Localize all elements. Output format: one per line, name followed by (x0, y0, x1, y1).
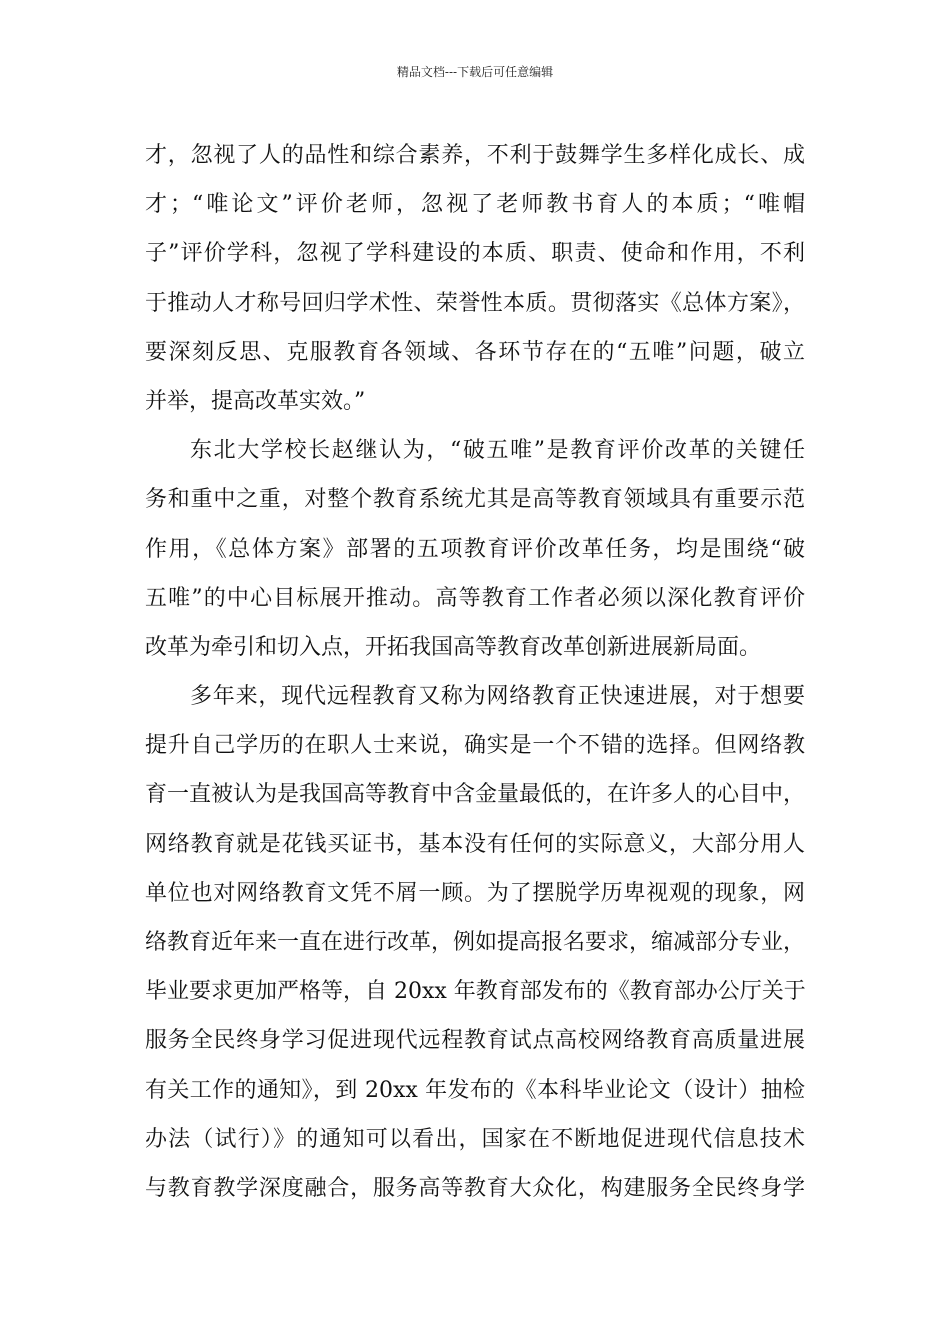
text-line: 有关工作的通知》，到 20xx 年发布的《本科毕业论文（设计）抽检 (145, 1077, 805, 1103)
text-line: 单位也对网络教育文凭不屑一顾。为了摆脱学历卑视观的现象，网 (145, 880, 805, 906)
text-line: 并举，提高改革实效。” (145, 388, 366, 414)
paragraph (145, 672, 805, 1213)
text-line: 改革为牵引和切入点，开拓我国高等教育改革创新进展新局面。 (145, 634, 762, 660)
text-line: 育一直被认为是我国高等教育中含金量最低的，在许多人的心目中， (145, 782, 806, 808)
text-line: 办法（试行）》的通知可以看出，国家在不断地促进现代信息技术 (145, 1126, 805, 1152)
text-line: 于推动人才称号回归学术性、荣誉性本质。贯彻落实《总体方案》， (145, 290, 805, 316)
text-line: 才；“唯论文”评价老师，忽视了老师教书育人的本质；“唯帽 (145, 192, 805, 218)
text-line: 才，忽视了人的品性和综合素养，不利于鼓舞学生多样化成长、成 (145, 143, 805, 168)
text-line: 多年来，现代远程教育又称为网络教育正快速进展，对于想要 (190, 684, 805, 710)
text-line: 东北大学校长赵继认为，“破五唯”是教育评价改革的关键任 (190, 438, 805, 464)
text-line: 务和重中之重，对整个教育系统尤其是高等教育领域具有重要示范 (145, 487, 805, 513)
text-line: 网络教育就是花钱买证书，基本没有任何的实际意义，大部分用人 (145, 831, 805, 857)
text-line: 络教育近年来一直在进行改革，例如提高报名要求，缩减部分专业， (145, 930, 806, 955)
text-line: 与教育教学深度融合，服务高等教育大众化，构建服务全民终身学 (145, 1175, 805, 1201)
paragraph (145, 131, 805, 426)
text-line: 服务全民终身学习促进现代远程教育试点高校网络教育高质量进展 (145, 1028, 805, 1054)
text-line: 作用，《总体方案》部署的五项教育评价改革任务，均是围绕“破 (145, 536, 805, 562)
text-line: 五唯”的中心目标展开推动。高等教育工作者必须以深化教育评价 (145, 585, 805, 611)
text-line: 提升自己学历的在职人士来说，确实是一个不错的选择。但网络教 (145, 733, 805, 759)
text-line: 要深刻反思、克服教育各领域、各环节存在的“五唯”问题，破立 (145, 339, 805, 365)
page-header: 精品文档---下载后可任意编辑 (396, 65, 554, 79)
text-line: 毕业要求更加严格等，自 20xx 年教育部发布的《教育部办公厅关于 (145, 979, 806, 1005)
paragraph (145, 426, 805, 672)
text-line: 子”评价学科，忽视了学科建设的本质、职责、使命和作用，不利 (145, 241, 805, 267)
document-body (145, 131, 805, 1213)
